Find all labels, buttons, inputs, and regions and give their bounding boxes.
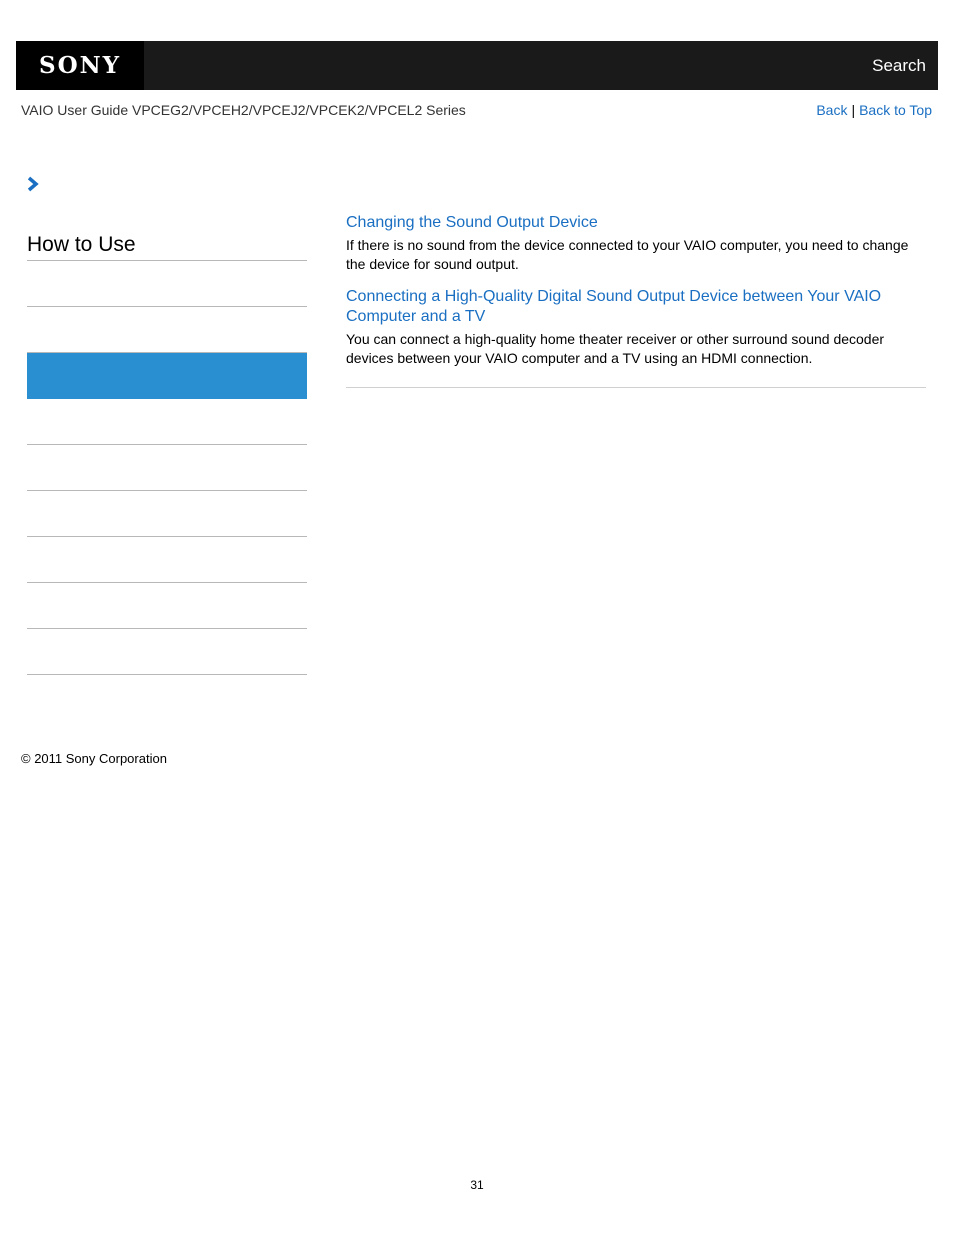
- sidebar-item-7[interactable]: [27, 537, 307, 583]
- topic-link-hdmi-sound-device[interactable]: Connecting a High-Quality Digital Sound Output Device between Your VAIO Computer and a TV: [346, 288, 882, 325]
- logo-text: SONY: [38, 51, 122, 79]
- content-divider: [346, 387, 926, 388]
- sidebar-item-5[interactable]: [27, 445, 307, 491]
- sidebar-item-8[interactable]: [27, 583, 307, 629]
- sidebar-item-4[interactable]: [27, 399, 307, 445]
- back-to-top-link[interactable]: Back to Top: [859, 102, 932, 118]
- topic-item: [346, 287, 926, 368]
- copyright: © 2011 Sony Corporation: [21, 751, 167, 766]
- search-link[interactable]: Search: [872, 56, 926, 75]
- sidebar-item-2[interactable]: [27, 307, 307, 353]
- main-content: [346, 213, 926, 388]
- sidebar-item-3-active[interactable]: [27, 353, 307, 399]
- back-link[interactable]: Back: [816, 102, 848, 118]
- topic-item: [346, 213, 926, 274]
- sidebar-item-1[interactable]: [27, 261, 307, 307]
- topic-description: You can connect a high-quality home theater receiver or other surround sound decoder devices between your VAIO computer and a TV using an HDMI connection.: [346, 331, 885, 366]
- sidebar-item-9[interactable]: [27, 629, 307, 675]
- chevron-right-icon[interactable]: [26, 176, 40, 192]
- header-bar: [16, 41, 938, 90]
- nav-separator: |: [851, 102, 856, 118]
- page-number: 31: [470, 1178, 484, 1192]
- topic-link-sound-output[interactable]: Changing the Sound Output Device: [346, 214, 598, 231]
- guide-title: VAIO User Guide VPCEG2/VPCEH2/VPCEJ2/VPCEK2/VPCEL2 Series: [21, 102, 466, 118]
- sony-logo[interactable]: [16, 41, 144, 90]
- sidebar: [27, 230, 307, 675]
- sidebar-heading: How to Use: [27, 230, 307, 261]
- topic-description: If there is no sound from the device connected to your VAIO computer, you need to change the device for sound output.: [346, 237, 909, 272]
- sidebar-item-6[interactable]: [27, 491, 307, 537]
- top-nav: [816, 102, 932, 118]
